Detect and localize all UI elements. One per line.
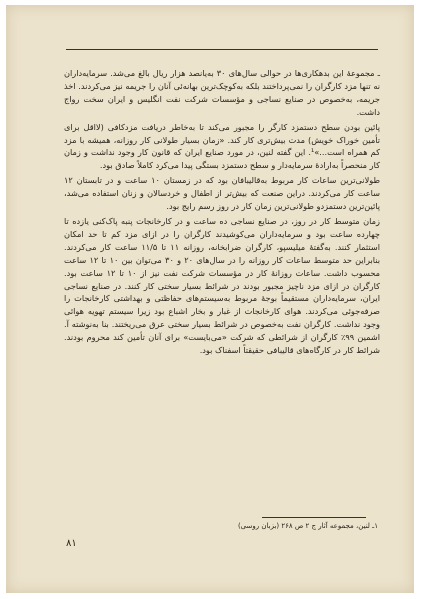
paragraph: ـ مجموعهٔ این بدهکاری‌ها در حوالی سال‌های ۳۰ به‌یانصد هزار ریال بالغ می‌شد. سرمایه‌داران نه تنها مزد کارگران را نمی‌پرداختند بلکه به‌کوچک‌ترین بهانه‌ئی آنان را جریمه نیز می‌کردند. اخذ جریمه، به‌خصوص در صنایع نساجی و مؤسسات شرکت نفت انگلیس و ایران سخت رواج داشت. — [64, 68, 380, 117]
footnote: ۱ـ لنین، مجموعه آثار ج ۲ ص ۲۶۸ (بزبان روسی) — [237, 522, 378, 530]
paragraph: طولانی‌ترین ساعات کار مربوط به‌قالیبافان بود که در زمستان ۱۰ ساعت و در تابستان ۱۲ ساعت کار می‌کردند. دراین صنعت که بیش‌تر از اطفال و خردسالان و زنان استفاده می‌شد، پائین‌ترین دستمزدو طولانی‌ترین زمان کار در روز رسم رایج بود. — [64, 175, 380, 212]
page-sheet — [6, 5, 414, 593]
paragraph: پائین بودن سطح دستمزد کارگر را مجبور می‌کند تا به‌خاطر دریافت مزدکافی (لااقل برای تأمین خوراک خویش) مدت بیش‌تری کار کند. «زمان بسیار طولانی کار روزانه، همیشه با مزد کم همراه است...»¹. این گفته لنین، در مورد صنایع ایران که قانون کار وجود نداشت و زمان کار منحصراً به‌ارادهٔ سرمایه‌دار و سطح دستمزد بستگی پیدا می‌کرد کاملاً صادق بود. — [64, 121, 380, 171]
top-rule — [66, 49, 378, 50]
body-text — [64, 67, 380, 359]
paragraph: زمان متوسط کار در روز، در صنایع نساجی ده ساعت و در کارخانجات پنبه پاک‌کنی یازده تا چهارده ساعت بود و سرمایه‌داران می‌کوشیدند کارگران را در ازای مزد کم تا حد امکان استثمار کنند. به‌گفتهٔ میلیسپو، کارگران ضرابخانه، روزانه ۱۱ تا ۱۱/۵ ساعت کار می‌کردند. بنابراین حد متوسط ساعات کار روزانه را در سال‌های ۲۰ و ۳۰ می‌توان بین ۱۰ تا ۱۲ ساعت محسوب داشت. ساعات روزانهٔ کار در مؤسسات شرکت نفت نیز از ۱۰ تا ۱۲ ساعت بود. کارگران در ازای مزد ناچیز مجبور بودند در شرائط بسیار سختی کار کنند. در صنایع نساجی ایران، سرمایه‌داران مستقیماً بوجهٔ مربوط به‌سیستم‌های حفاظتی و بهداشتی کارخانجات را صرفه‌جوئی می‌کردند. هوای کارخانجات از غبار و بخار اشباع بود زیرا سیستم تهویه هوائی وجود نداشت. کارگران نفت به‌خصوص در شرائط بسیار سختی عرق می‌ریختند. بنا به‌نوشته آ. اشمین ۹۹٪ کارگران از شرائطی که شرکت «می‌بایست» برای آنان تأمین کند محروم بودند. شرائط کار در کارگاه‌های قالیبافی حقیقتاً اسفناک بود. — [64, 215, 380, 356]
page-number: ۸۱ — [66, 538, 77, 549]
footnote-rule — [262, 517, 366, 518]
